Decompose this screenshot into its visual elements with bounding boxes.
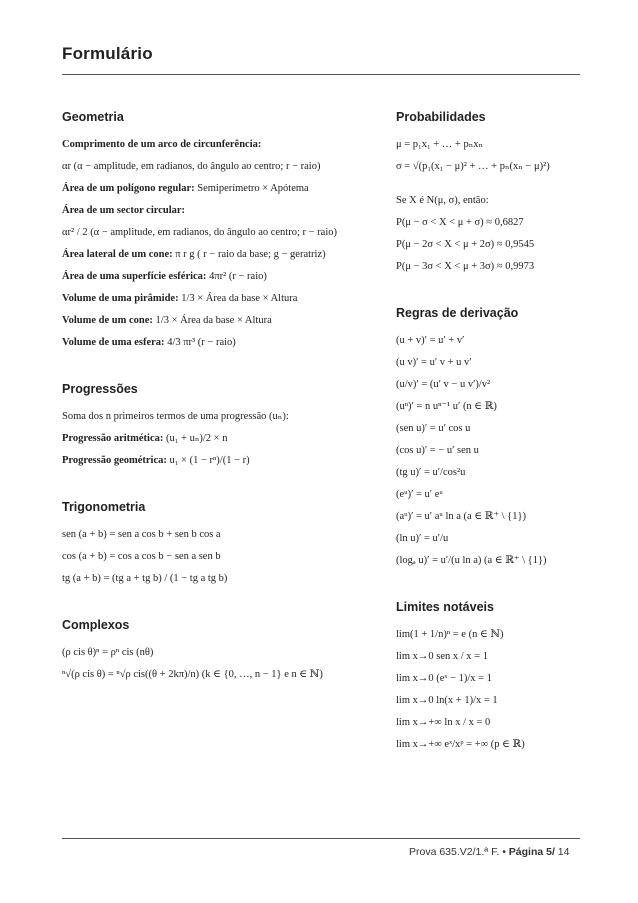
section-gap (62, 488, 352, 500)
formula-label: Progressão aritmética: (62, 433, 164, 444)
footer-prefix: Prova 635.V2/1.ª F. • (409, 846, 509, 858)
formula-line: lim x→+∞ ln x / x = 0 (396, 717, 491, 728)
section-gap (62, 370, 352, 382)
title-rule (62, 74, 580, 75)
formula-text: ⁿ√(ρ cis θ) = ⁿ√ρ cis((θ + 2kπ)/n) (k ∈ {0, …, n − 1} e n ∈ ℕ) (62, 669, 323, 680)
formula-line: lim x→0 sen x / x = 1 (396, 651, 488, 662)
section-gap (396, 588, 596, 600)
formula-line: (u + v)′ = u′ + v′ (396, 335, 465, 346)
formula-text: 4πr² (r − raio) (206, 271, 267, 282)
formula-text: Soma dos n primeiros termos de uma progressão (uₙ): (62, 411, 289, 422)
section-heading: Geometria (62, 110, 124, 124)
formula-line (62, 572, 352, 586)
formula-text: (u₁ + uₙ)/2 × n (163, 433, 228, 444)
section-heading: Complexos (62, 618, 130, 632)
formula-label: Área de um polígono regular: (62, 183, 195, 194)
formula-label: Comprimento de um arco de circunferência: (62, 139, 262, 150)
footer-total: 14 (554, 846, 570, 858)
footer-page-label: Página 5/ (508, 846, 555, 858)
formula-line (62, 270, 352, 284)
formula-text: cos (a + b) = cos a cos b − sen a sen b (62, 551, 221, 562)
section-0 (396, 110, 596, 274)
section-heading: Regras de derivação (396, 306, 519, 320)
formula-label: Volume de uma esfera: (62, 337, 165, 348)
formula-text: tg (a + b) = (tg a + tg b) / (1 − tg a tg b) (62, 573, 228, 584)
formula-line (62, 668, 352, 682)
section-2 (396, 600, 596, 752)
formula-line (62, 248, 352, 262)
formula-line (62, 410, 352, 424)
formula-text: 1/3 × Área da base × Altura (178, 293, 298, 304)
formula-text: αr (α − amplitude, em radianos, do ângulo ao centro; r − raio) (62, 161, 321, 172)
formula-line: lim(1 + 1/n)ⁿ = e (n ∈ ℕ) (396, 629, 504, 640)
section-gap (62, 702, 352, 714)
formula-line (62, 454, 352, 468)
formula-line: P(μ − σ < X < μ + σ) ≈ 0,6827 (396, 217, 524, 228)
formula-line (62, 226, 352, 240)
formula-line (396, 182, 596, 186)
formula-line: (u v)′ = u′ v + u v′ (396, 357, 472, 368)
formula-line (62, 550, 352, 564)
section-heading: Progressões (62, 382, 138, 396)
formula-line: (tg u)′ = u′/cos²u (396, 467, 466, 478)
left-column (62, 110, 352, 714)
formula-line: (uⁿ)′ = n uⁿ⁻¹ u′ (n ∈ ℝ) (396, 401, 497, 412)
section-heading: Trigonometria (62, 500, 146, 514)
formula-label: Área lateral de um cone: (62, 249, 173, 260)
formula-line: lim x→+∞ eˣ/xᵖ = +∞ (p ∈ ℝ) (396, 739, 525, 750)
section-gap (396, 294, 596, 306)
section-heading: Limites notáveis (396, 600, 494, 614)
formula-text: π r g ( r − raio da base; g − geratriz) (172, 249, 326, 260)
formula-label: Volume de uma pirâmide: (62, 293, 179, 304)
formula-line (62, 314, 352, 328)
formula-text: Semiperímetro × Apótema (194, 183, 309, 194)
formula-line: lim x→0 ln(x + 1)/x = 1 (396, 695, 498, 706)
formula-text: 1/3 × Área da base × Altura (152, 315, 272, 326)
formula-line (62, 138, 352, 152)
formula-label: Volume de um cone: (62, 315, 153, 326)
footer (409, 846, 570, 858)
formula-line: (u/v)′ = (u′ v − u v′)/v² (396, 379, 491, 390)
section-heading: Probabilidades (396, 110, 486, 124)
formula-label: Área de um sector circular: (62, 205, 186, 216)
formula-line: (sen u)′ = u′ cos u (396, 423, 471, 434)
section-1 (62, 382, 352, 468)
formula-line: (logₐ u)′ = u′/(u ln a) (a ∈ ℝ⁺ \ {1}) (396, 555, 547, 566)
section-3 (62, 618, 352, 682)
right-column (396, 110, 596, 784)
section-gap (396, 772, 596, 784)
formula-line: Se X é N(μ, σ), então: (396, 195, 489, 206)
formula-line (62, 336, 352, 350)
formula-line: P(μ − 2σ < X < μ + 2σ) ≈ 0,9545 (396, 239, 535, 250)
formula-line: σ = √(p₁(x₁ − μ)² + … + pₙ(xₙ − μ)²) (396, 161, 550, 172)
section-gap (62, 606, 352, 618)
formula-text: 4/3 πr³ (r − raio) (164, 337, 236, 348)
page-title: Formulário (62, 44, 153, 63)
formula-text: (ρ cis θ)ⁿ = ρⁿ cis (nθ) (62, 647, 154, 658)
formula-label: Progressão geométrica: (62, 455, 167, 466)
formula-line: P(μ − 3σ < X < μ + 3σ) ≈ 0,9973 (396, 261, 535, 272)
formula-line (62, 432, 352, 446)
section-2 (62, 500, 352, 586)
formula-line (62, 182, 352, 196)
formula-line: lim x→0 (eˣ − 1)/x = 1 (396, 673, 492, 684)
formula-text: αr² / 2 (α − amplitude, em radianos, do ângulo ao centro; r − raio) (62, 227, 337, 238)
formula-line (62, 204, 352, 218)
formula-line: (aᵘ)′ = u′ aᵘ ln a (a ∈ ℝ⁺ \ {1}) (396, 511, 526, 522)
section-1 (396, 306, 596, 568)
formula-line: μ = p₁x₁ + … + pₙxₙ (396, 139, 484, 150)
formula-text: u₁ × (1 − rⁿ)/(1 − r) (166, 455, 250, 466)
formula-line: (ln u)′ = u′/u (396, 533, 449, 544)
section-0 (62, 110, 352, 350)
formula-line (62, 646, 352, 660)
formula-line: (eᵘ)′ = u′ eᵘ (396, 489, 443, 500)
formula-line (62, 292, 352, 306)
footer-rule (62, 838, 580, 839)
formula-text: sen (a + b) = sen a cos b + sen b cos a (62, 529, 221, 540)
formula-line (62, 160, 352, 174)
formula-line (62, 528, 352, 542)
formula-line: (cos u)′ = − u′ sen u (396, 445, 479, 456)
formula-label: Área de uma superfície esférica: (62, 271, 207, 282)
